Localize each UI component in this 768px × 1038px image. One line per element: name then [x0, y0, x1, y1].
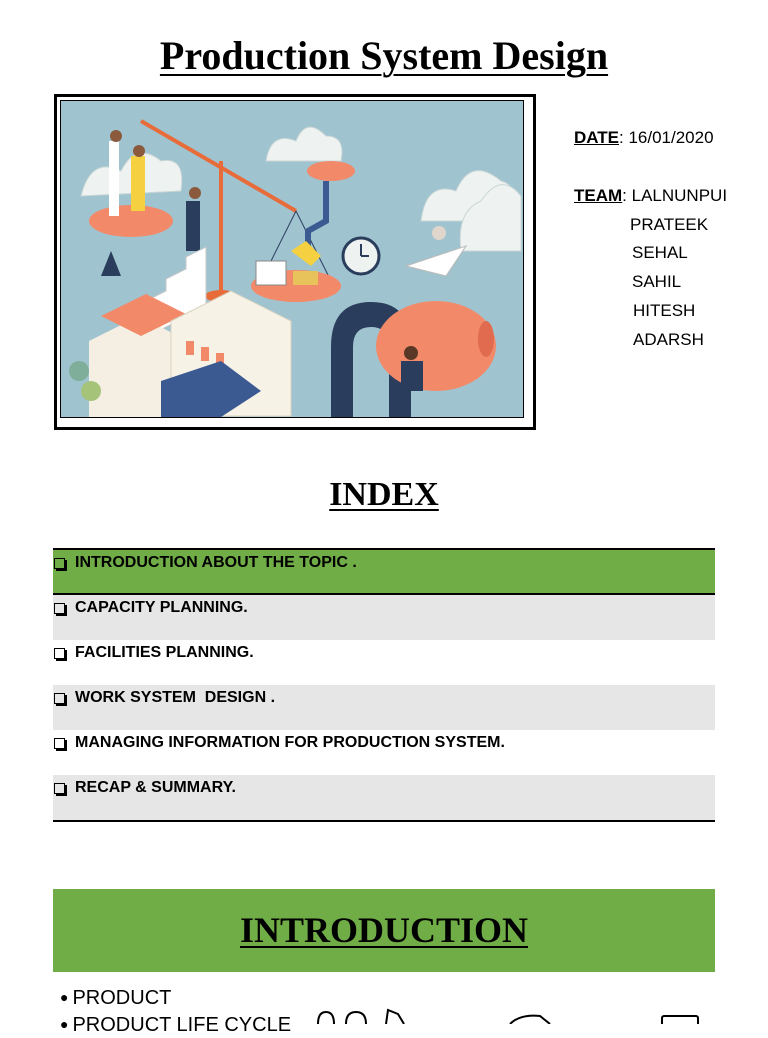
- team-member: ADARSH: [633, 329, 704, 349]
- team-member: HITESH: [633, 300, 696, 320]
- document-meta: [574, 124, 728, 349]
- team-members-list: [630, 211, 708, 355]
- index-item-label: RECAP & SUMMARY.: [75, 779, 236, 796]
- index-item-label: MANAGING INFORMATION FOR PRODUCTION SYSTEM.: [75, 734, 505, 751]
- index-item: [53, 550, 715, 595]
- bullet-text: PRODUCT: [72, 987, 172, 1009]
- checkbox-bullet-icon: [54, 783, 65, 794]
- team-member: SEHAL: [632, 243, 688, 263]
- page-title: Production System Design: [159, 33, 609, 78]
- team-block: [574, 182, 728, 349]
- index-item: [53, 685, 715, 730]
- introduction-banner: [53, 889, 715, 972]
- checkbox-bullet-icon: [54, 558, 65, 569]
- checkbox-bullet-icon: [54, 738, 65, 749]
- bullet-item: [60, 984, 291, 1011]
- introduction-bullets: [60, 984, 291, 1038]
- index-item: [53, 595, 715, 640]
- bullet-item: [60, 1011, 291, 1038]
- index-item: [53, 640, 715, 685]
- cover-illustration: [54, 94, 536, 430]
- introduction-heading: INTRODUCTION: [239, 910, 529, 950]
- index-item: [53, 730, 715, 775]
- bullet-dot-icon: ●: [60, 989, 69, 1005]
- index-item-label: FACILITIES PLANNING.: [75, 644, 254, 661]
- index-item-label: WORK SYSTEM DESIGN .: [75, 689, 276, 706]
- index-heading: INDEX: [329, 476, 439, 513]
- product-icons: [310, 1006, 710, 1024]
- checkbox-bullet-icon: [54, 693, 65, 704]
- team-label: TEAM: [574, 185, 623, 205]
- bullet-text: PRODUCT LIFE CYCLE: [72, 1014, 292, 1036]
- team-member: : LALNUNPUI: [622, 185, 728, 205]
- date-line: [574, 124, 727, 153]
- bullet-dot-icon: ●: [60, 1016, 69, 1032]
- index-item-label: CAPACITY PLANNING.: [75, 599, 248, 616]
- team-member: PRATEEK: [630, 214, 709, 234]
- team-member: SAHIL: [632, 272, 682, 292]
- product-icons-strip: [310, 1006, 710, 1029]
- isometric-city-illustration: [61, 101, 523, 417]
- index-item: [53, 775, 715, 820]
- checkbox-bullet-icon: [54, 648, 65, 659]
- date-value: : 16/01/2020: [619, 128, 714, 147]
- index-list: [53, 548, 715, 822]
- date-label: DATE: [574, 128, 620, 147]
- index-item-label: INTRODUCTION ABOUT THE TOPIC .: [75, 554, 357, 571]
- checkbox-bullet-icon: [54, 603, 65, 614]
